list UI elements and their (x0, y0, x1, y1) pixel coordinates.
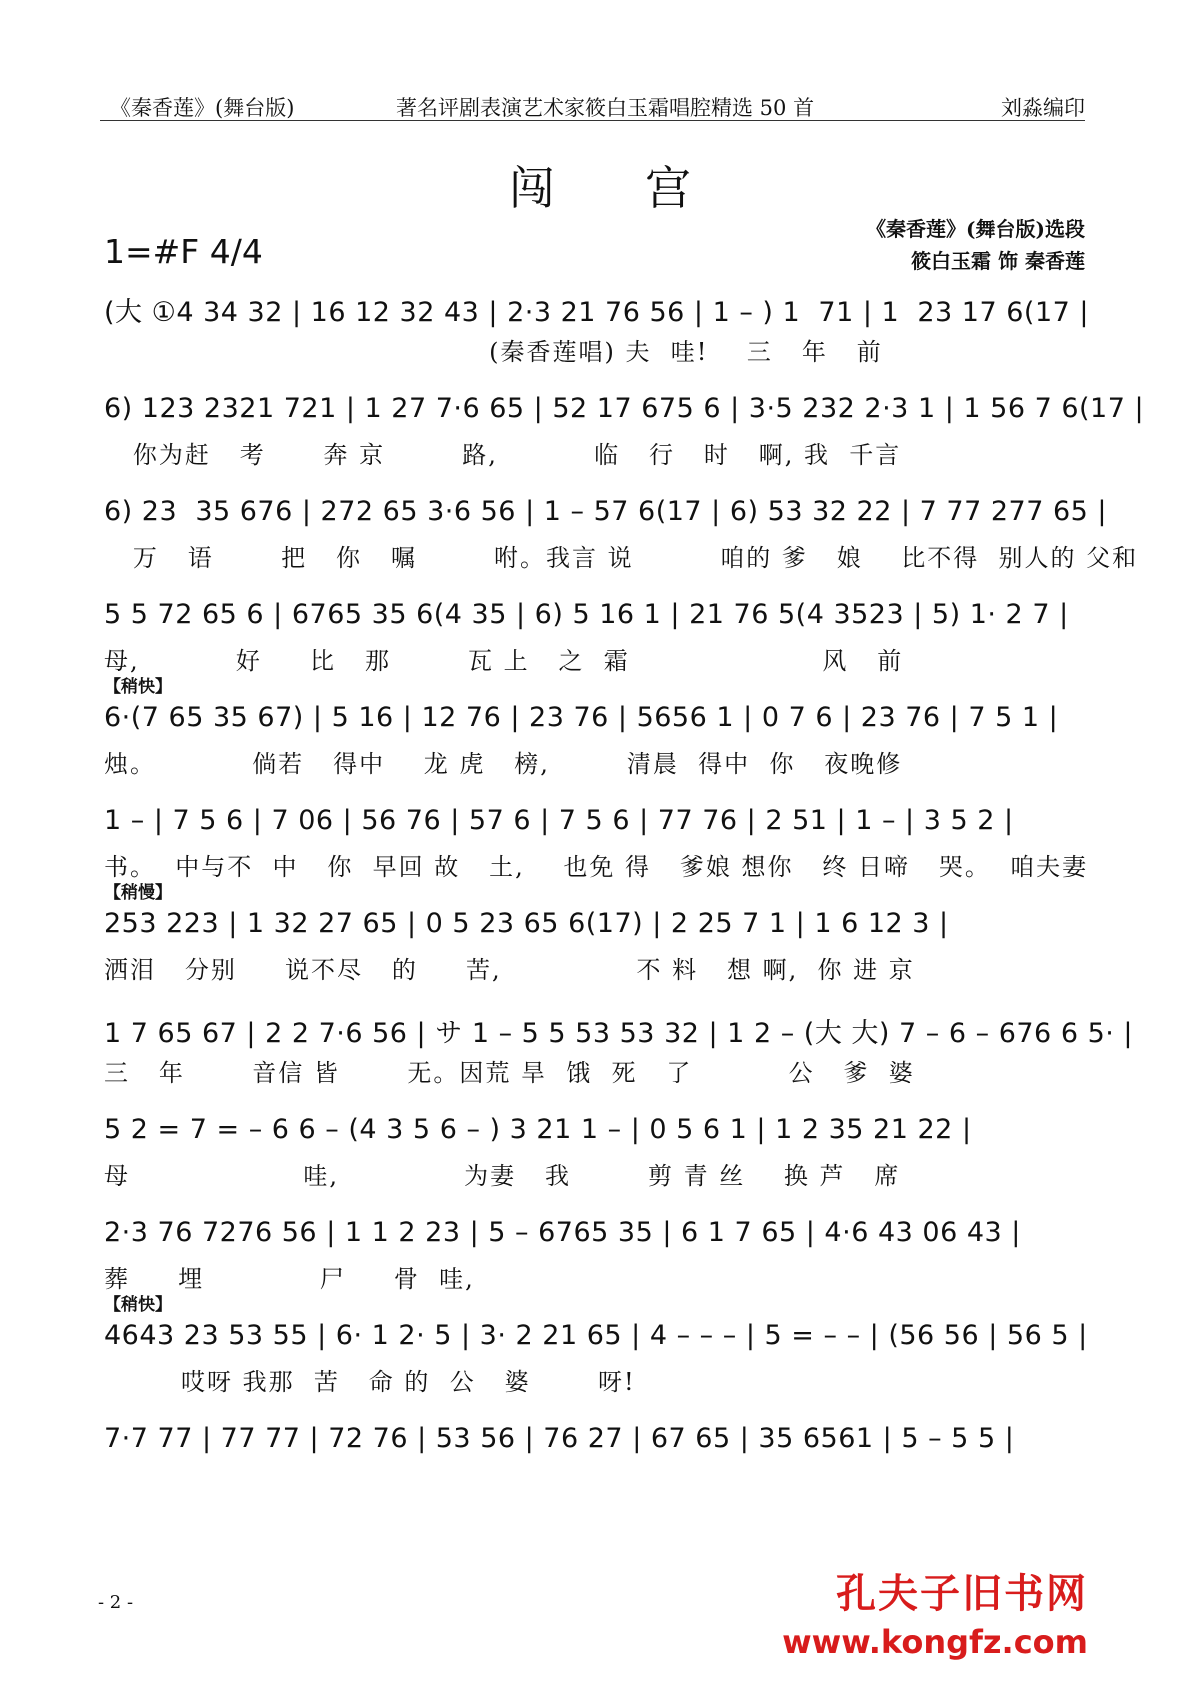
lyrics-line: 书。 中与不 中 你 早回 故 土, 也免 得 爹娘 想你 终 日啼 哭。 咱夫妻 (104, 853, 1089, 881)
lyrics-line: 你为赶 考 奔 京 路, 临 行 时 啊, 我 千言 (104, 441, 902, 469)
watermark-name: 孔夫子旧书网 (836, 1571, 1088, 1617)
lyrics-line: 哎呀 我那 苦 命 的 公 婆 呀! (104, 1368, 636, 1396)
lyrics-line: 葬 埋 尸 骨 哇, (104, 1265, 475, 1293)
source-line-1: 《秦香莲》(舞台版)选段 (866, 217, 1085, 241)
notation-line: 6) 123 2321 721 | 1 27 7·6 65 | 52 17 675 6 | 3·5 232 2·3 1 | 1 56 7 6(17 | (104, 393, 1145, 424)
page-number: - 2 - (98, 1592, 134, 1613)
header-right-text: 刘淼编印 (1001, 96, 1085, 120)
watermark-url: www.kongfz.com (782, 1623, 1088, 1661)
source-info (866, 213, 1085, 277)
lyrics-line: 母, 好 比 那 瓦 上 之 霜 风 前 (104, 647, 904, 675)
lyrics-line: (秦香莲唱) 夫 哇! 三 年 前 (104, 338, 883, 366)
notation-line: 6·(7 65 35 67) | 5 16 | 12 76 | 23 76 | 5656 1 | 0 7 6 | 23 76 | 7 5 1 | (104, 702, 1059, 733)
notation-line: 1 – | 7 5 6 | 7 06 | 56 76 | 57 6 | 7 5 6 | 77 76 | 2 51 | 1 – | 3 5 2 | (104, 805, 1014, 836)
lyrics-line: 万 语 把 你 嘱 咐。我言 说 咱的 爹 娘 比不得 别人的 父和 (104, 544, 1139, 572)
tempo-marking: 【稍快】 (104, 1295, 172, 1315)
score-system (104, 1209, 1089, 1309)
tempo-marking: 【稍慢】 (104, 883, 172, 903)
notation-line: 7·7 77 | 77 77 | 72 76 | 53 56 | 76 27 | 67 65 | 35 6561 | 5 – 5 5 | (104, 1423, 1015, 1454)
notation-line: 5 2 = 7 = – 6 6 – (4 3 5 6 – ) 3 21 1 – | 0 5 6 1 | 1 2 35 21 22 | (104, 1114, 972, 1145)
watermark (782, 1562, 1088, 1661)
score-system (104, 1415, 1089, 1515)
score-system (104, 591, 1089, 691)
notation-line: 253 223 | 1 32 27 65 | 0 5 23 65 6(17) | 2 25 7 1 | 1 6 12 3 | (104, 908, 949, 939)
key-signature: 1=#F 4/4 (104, 232, 263, 271)
lyrics-line: 母 哇, 为妻 我 剪 青 丝 换 芦 席 (104, 1162, 901, 1190)
score-system (104, 797, 1089, 897)
notation-line: 1 7 65 67 | 2 2 7·6 56 | サ 1 – 5 5 53 53 32 | 1 2 – (大 大) 7 – 6 – 676 6 5· | (104, 1018, 1134, 1049)
score-system (104, 1295, 1089, 1412)
lyrics-line: 洒泪 分别 说不尽 的 苦, 不 料 想 啊, 你 进 京 (104, 956, 915, 984)
page-header (100, 86, 1085, 121)
song-title: 闯宫 (509, 161, 781, 215)
tempo-marking: 【稍快】 (104, 677, 172, 697)
header-left-text: 《秦香莲》(舞台版) (110, 96, 295, 120)
score-system (104, 282, 1089, 382)
score-system (104, 1003, 1134, 1103)
notation-line: (大 ①4 34 32 | 16 12 32 43 | 2·3 21 76 56 | 1 – ) 1 71 | 1 23 17 6(17 | (104, 297, 1089, 328)
score-system (104, 1106, 1089, 1206)
lyrics-line: 烛。 倘若 得中 龙 虎 榜, 清晨 得中 你 夜晚修 (104, 750, 903, 778)
score-system (104, 883, 1089, 1000)
header-center-text: 著名评剧表演艺术家筱白玉霜唱腔精选 50 首 (396, 96, 815, 120)
notation-line: 4643 23 53 55 | 6· 1 2· 5 | 3· 2 21 65 | 4 – – – | 5 = – – | (56 56 | 56 5 | (104, 1320, 1088, 1351)
score-system (104, 385, 1145, 485)
notation-line: 6) 23 35 676 | 272 65 3·6 56 | 1 – 57 6(17 | 6) 53 32 22 | 7 77 277 65 | (104, 496, 1108, 527)
source-line-2: 筱白玉霜 饰 秦香莲 (911, 249, 1085, 273)
score-system (104, 677, 1089, 794)
score-system (104, 488, 1139, 588)
lyrics-line: 三 年 音信 皆 无。因荒 旱 饿 死 了 公 爹 婆 (104, 1059, 915, 1087)
notation-line: 5 5 72 65 6 | 6765 35 6(4 35 | 6) 5 16 1 | 21 76 5(4 3523 | 5) 1· 2 7 | (104, 599, 1069, 630)
notation-line: 2·3 76 7276 56 | 1 1 2 23 | 5 – 6765 35 | 6 1 7 65 | 4·6 43 06 43 | (104, 1217, 1021, 1248)
